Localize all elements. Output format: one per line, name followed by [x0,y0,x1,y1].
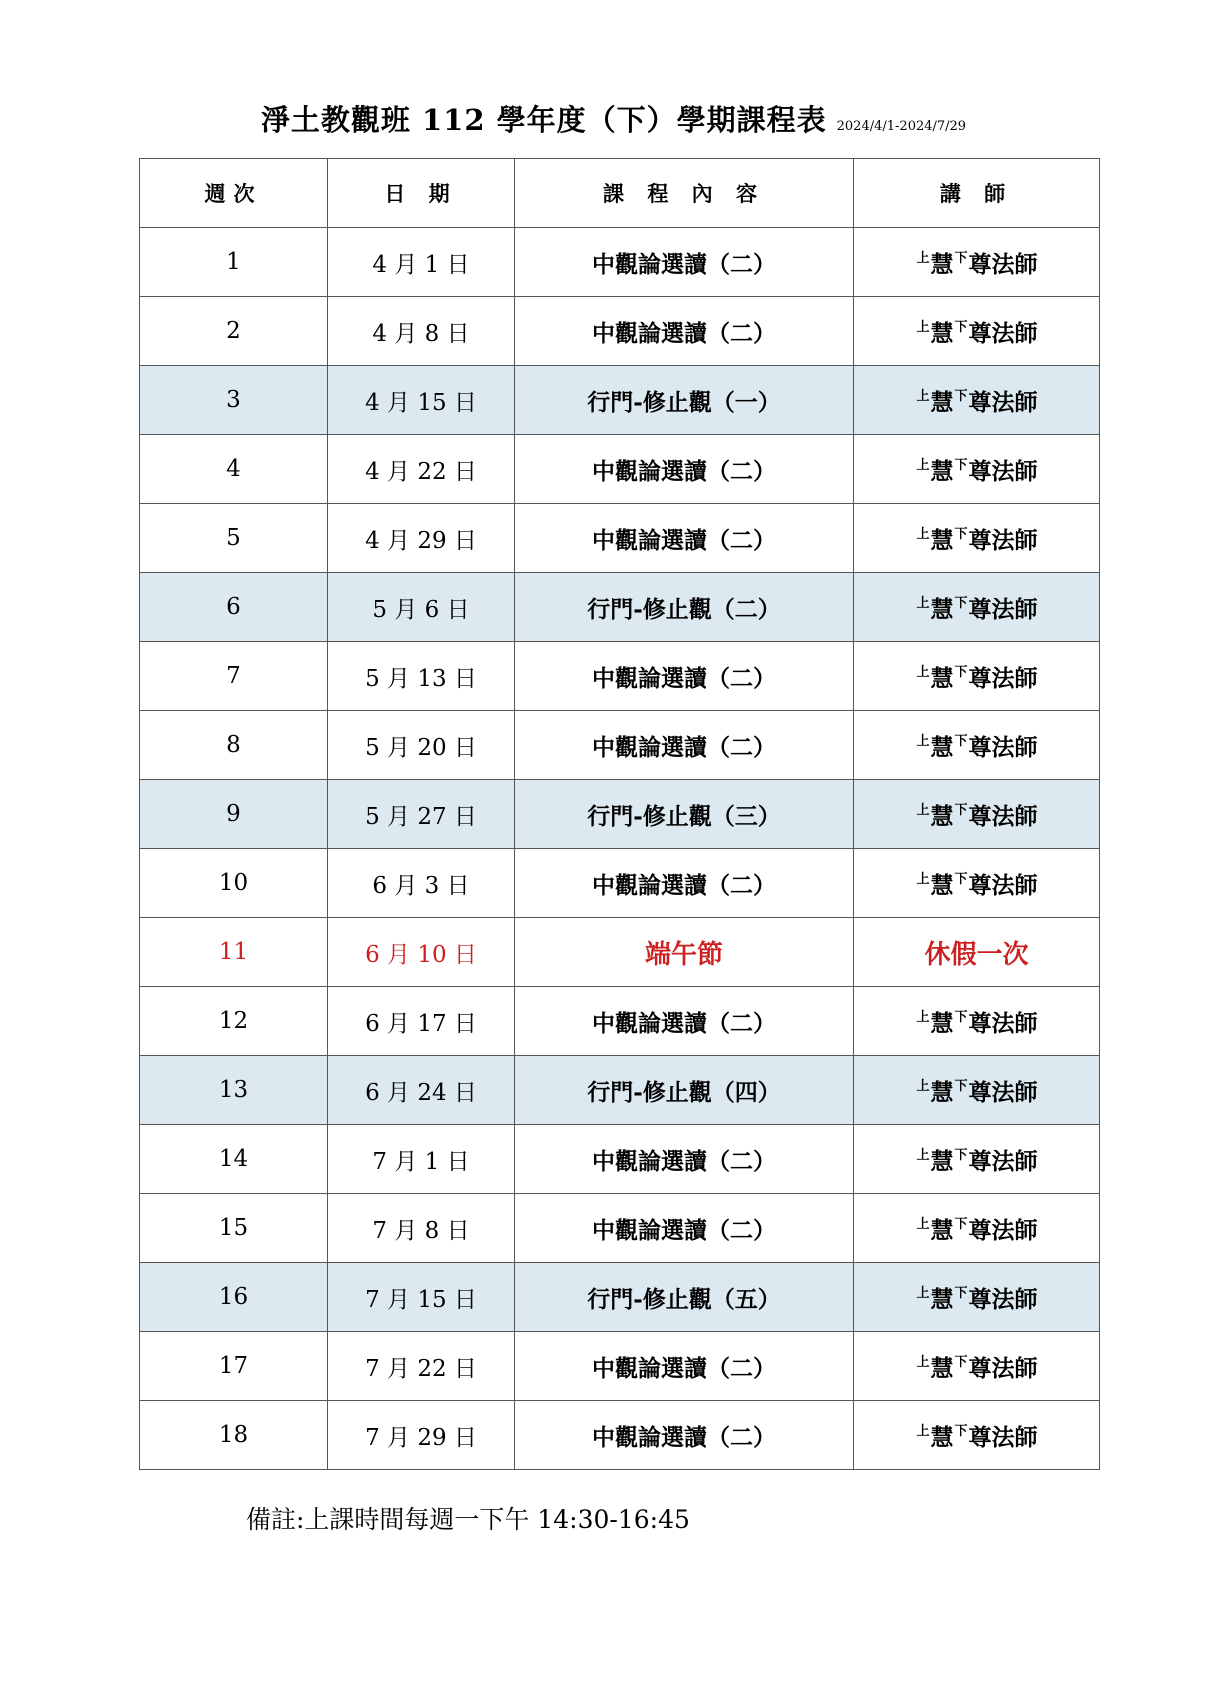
week-cell: 1 [140,228,328,297]
honorific-upper-mark: 上 [916,319,930,335]
date-cell: 7 月 22 日 [328,1332,515,1401]
header-row [140,159,1100,228]
teacher-name: $^上$慧$^下$尊法師 [916,733,1038,761]
honorific-upper-mark: 上 [916,871,930,887]
week-cell: 12 [140,987,328,1056]
teacher-cell [854,849,1100,918]
week-cell: 9 [140,780,328,849]
header-week: 週次 [140,159,328,228]
week-cell: 4 [140,435,328,504]
table-row [140,366,1100,435]
course-cell: 中觀論選讀（二） [515,1125,854,1194]
honorific-upper-mark: 上 [916,1078,930,1094]
honorific-upper-mark: 上 [916,1423,930,1439]
teacher-name: $^上$慧$^下$尊法師 [916,1354,1038,1382]
date-cell: 7 月 1 日 [328,1125,515,1194]
course-cell: 中觀論選讀（二） [515,228,854,297]
week-cell: 10 [140,849,328,918]
honorific-lower-mark: 下 [954,250,968,266]
teacher-cell [854,642,1100,711]
course-cell: 中觀論選讀（二） [515,435,854,504]
honorific-lower-mark: 下 [954,319,968,335]
teacher-name: $^上$慧$^下$尊法師 [916,1285,1038,1313]
course-cell: 中觀論選讀（二） [515,642,854,711]
teacher-cell: 休假一次 [854,918,1100,987]
date-cell: 4 月 22 日 [328,435,515,504]
teacher-name: $^上$慧$^下$尊法師 [916,457,1038,485]
week-cell: 6 [140,573,328,642]
week-cell: 2 [140,297,328,366]
week-cell: 16 [140,1263,328,1332]
teacher-name: $^上$慧$^下$尊法師 [916,1009,1038,1037]
table-row [140,849,1100,918]
course-cell: 行門-修止觀（四） [515,1056,854,1125]
date-cell: 5 月 6 日 [328,573,515,642]
teacher-cell [854,1194,1100,1263]
honorific-upper-mark: 上 [916,595,930,611]
teacher-name: $^上$慧$^下$尊法師 [916,1423,1038,1451]
table-row [140,435,1100,504]
teacher-cell [854,1125,1100,1194]
teacher-name: $^上$慧$^下$尊法師 [916,802,1038,830]
course-cell: 中觀論選讀（二） [515,849,854,918]
table-row [140,918,1100,987]
teacher-cell [854,573,1100,642]
date-cell: 7 月 29 日 [328,1401,515,1470]
honorific-lower-mark: 下 [954,1354,968,1370]
teacher-cell [854,1056,1100,1125]
week-cell: 14 [140,1125,328,1194]
teacher-name: $^上$慧$^下$尊法師 [916,1216,1038,1244]
teacher-name: $^上$慧$^下$尊法師 [916,1147,1038,1175]
teacher-cell [854,987,1100,1056]
honorific-lower-mark: 下 [954,457,968,473]
title-text: 淨土教觀班 112 學年度（下）學期課程表 [260,103,827,137]
table-row [140,1056,1100,1125]
week-cell: 5 [140,504,328,573]
course-cell: 中觀論選讀（二） [515,1194,854,1263]
honorific-lower-mark: 下 [954,1009,968,1025]
honorific-upper-mark: 上 [916,388,930,404]
teacher-name: $^上$慧$^下$尊法師 [916,664,1038,692]
table-row [140,1194,1100,1263]
teacher-cell [854,1332,1100,1401]
table-row [140,642,1100,711]
date-cell: 6 月 10 日 [328,918,515,987]
teacher-name: $^上$慧$^下$尊法師 [916,388,1038,416]
schedule-table [139,158,1100,1470]
honorific-lower-mark: 下 [954,1423,968,1439]
honorific-lower-mark: 下 [954,526,968,542]
course-cell: 行門-修止觀（五） [515,1263,854,1332]
course-cell: 中觀論選讀（二） [515,1401,854,1470]
honorific-upper-mark: 上 [916,1147,930,1163]
table-row [140,711,1100,780]
honorific-upper-mark: 上 [916,1216,930,1232]
teacher-name: $^上$慧$^下$尊法師 [916,319,1038,347]
teacher-cell [854,435,1100,504]
date-cell: 7 月 8 日 [328,1194,515,1263]
course-cell: 行門-修止觀（一） [515,366,854,435]
table-row [140,1125,1100,1194]
week-cell: 13 [140,1056,328,1125]
week-cell: 3 [140,366,328,435]
week-cell: 7 [140,642,328,711]
header-course: 課 程 內 容 [515,159,854,228]
teacher-cell [854,780,1100,849]
teacher-name: $^上$慧$^下$尊法師 [916,526,1038,554]
teacher-cell [854,1401,1100,1470]
header-date: 日 期 [328,159,515,228]
honorific-lower-mark: 下 [954,871,968,887]
date-cell: 5 月 27 日 [328,780,515,849]
course-cell: 中觀論選讀（二） [515,504,854,573]
date-cell: 7 月 15 日 [328,1263,515,1332]
date-cell: 6 月 24 日 [328,1056,515,1125]
teacher-cell [854,711,1100,780]
week-cell: 17 [140,1332,328,1401]
honorific-upper-mark: 上 [916,733,930,749]
page-title [0,98,1227,139]
date-cell: 5 月 13 日 [328,642,515,711]
teacher-cell [854,504,1100,573]
table-row [140,1332,1100,1401]
date-cell: 4 月 15 日 [328,366,515,435]
week-cell: 8 [140,711,328,780]
date-cell: 4 月 29 日 [328,504,515,573]
table-row [140,1263,1100,1332]
table-row [140,504,1100,573]
table-row [140,297,1100,366]
course-cell: 行門-修止觀（二） [515,573,854,642]
course-cell: 行門-修止觀（三） [515,780,854,849]
table-row [140,228,1100,297]
table-row [140,1401,1100,1470]
honorific-lower-mark: 下 [954,1078,968,1094]
table-row [140,573,1100,642]
teacher-name: $^上$慧$^下$尊法師 [916,1078,1038,1106]
week-cell: 18 [140,1401,328,1470]
honorific-upper-mark: 上 [916,1285,930,1301]
week-cell: 11 [140,918,328,987]
honorific-lower-mark: 下 [954,1216,968,1232]
teacher-cell [854,366,1100,435]
date-cell: 6 月 3 日 [328,849,515,918]
honorific-lower-mark: 下 [954,1147,968,1163]
teacher-cell [854,1263,1100,1332]
honorific-upper-mark: 上 [916,526,930,542]
honorific-lower-mark: 下 [954,388,968,404]
date-cell: 4 月 8 日 [328,297,515,366]
honorific-lower-mark: 下 [954,664,968,680]
honorific-lower-mark: 下 [954,802,968,818]
honorific-upper-mark: 上 [916,1354,930,1370]
course-cell: 中觀論選讀（二） [515,711,854,780]
course-cell: 端午節 [515,918,854,987]
teacher-cell [854,228,1100,297]
honorific-lower-mark: 下 [954,1285,968,1301]
teacher-name: $^上$慧$^下$尊法師 [916,250,1038,278]
honorific-upper-mark: 上 [916,457,930,473]
table-row [140,987,1100,1056]
teacher-name: $^上$慧$^下$尊法師 [916,595,1038,623]
table-row [140,780,1100,849]
date-cell: 6 月 17 日 [328,987,515,1056]
date-range: 2024/4/1-2024/7/29 [836,119,967,134]
teacher-name: $^上$慧$^下$尊法師 [916,871,1038,899]
honorific-upper-mark: 上 [916,250,930,266]
date-cell: 4 月 1 日 [328,228,515,297]
note: 備註:上課時間每週一下午 14:30-16:45 [246,1505,690,1534]
honorific-lower-mark: 下 [954,733,968,749]
honorific-upper-mark: 上 [916,664,930,680]
honorific-upper-mark: 上 [916,1009,930,1025]
course-cell: 中觀論選讀（二） [515,1332,854,1401]
course-cell: 中觀論選讀（二） [515,987,854,1056]
date-cell: 5 月 20 日 [328,711,515,780]
week-cell: 15 [140,1194,328,1263]
teacher-cell [854,297,1100,366]
honorific-lower-mark: 下 [954,595,968,611]
course-cell: 中觀論選讀（二） [515,297,854,366]
schedule-body [140,228,1100,1470]
honorific-upper-mark: 上 [916,802,930,818]
header-teacher: 講 師 [854,159,1100,228]
